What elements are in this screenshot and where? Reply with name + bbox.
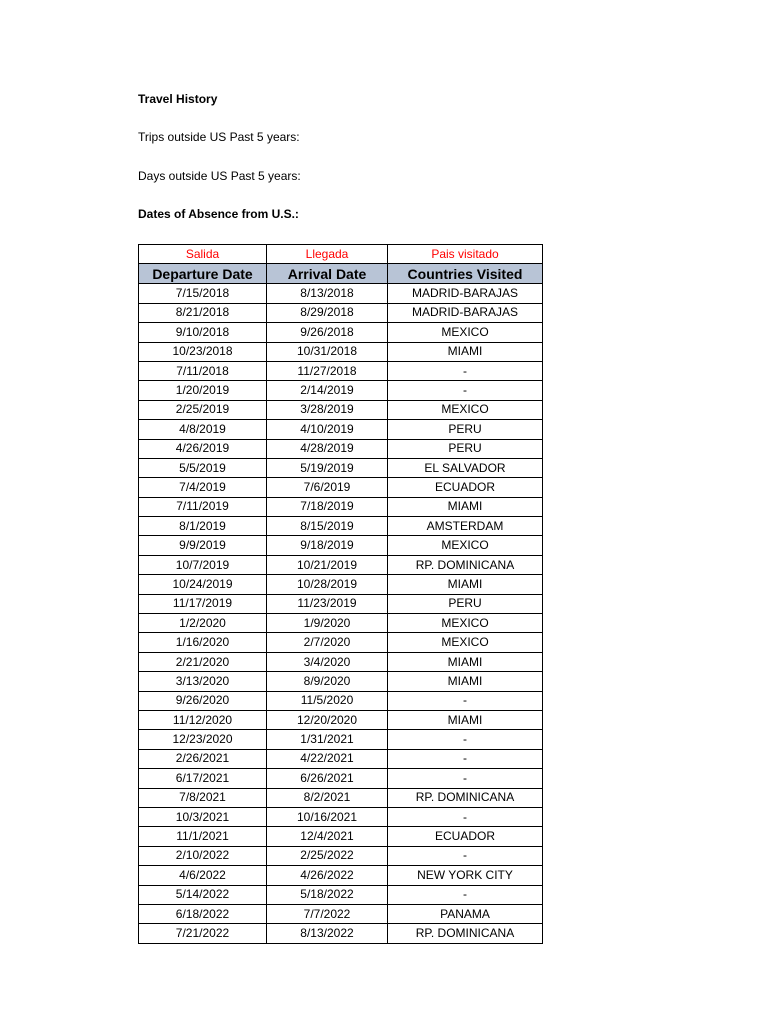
table-row [139,555,543,574]
arrival-date-cell: 8/2/2021 [267,788,388,807]
header-countries-visited: Countries Visited [388,264,543,284]
table-row [139,885,543,904]
country-cell: - [388,846,543,865]
country-cell: MADRID-BARAJAS [388,303,543,322]
table-row [139,575,543,594]
country-cell: MEXICO [388,323,543,342]
country-cell: EL SALVADOR [388,458,543,477]
dates-heading: Dates of Absence from U.S.: [138,207,299,221]
arrival-date-cell: 2/25/2022 [267,846,388,865]
country-cell: RP. DOMINICANA [388,788,543,807]
table-row [139,284,543,303]
arrival-date-cell: 5/19/2019 [267,458,388,477]
arrival-date-cell: 4/28/2019 [267,439,388,458]
arrival-date-cell: 8/9/2020 [267,672,388,691]
table-row [139,672,543,691]
departure-date-cell: 1/16/2020 [139,633,267,652]
arrival-date-cell: 5/18/2022 [267,885,388,904]
arrival-date-cell: 7/6/2019 [267,478,388,497]
table-row [139,652,543,671]
header-salida: Salida [139,245,267,264]
departure-date-cell: 6/18/2022 [139,904,267,923]
country-cell: - [388,769,543,788]
departure-date-cell: 9/9/2019 [139,536,267,555]
country-cell: PERU [388,439,543,458]
table-row [139,303,543,322]
table-row [139,458,543,477]
departure-date-cell: 5/5/2019 [139,458,267,477]
table-row [139,439,543,458]
country-cell: MIAMI [388,575,543,594]
country-cell: MEXICO [388,400,543,419]
country-cell: - [388,885,543,904]
days-label: Days outside US Past 5 years: [138,169,301,183]
country-cell: RP. DOMINICANA [388,555,543,574]
spanish-header-row [139,245,543,264]
arrival-date-cell: 3/28/2019 [267,400,388,419]
country-cell: MIAMI [388,672,543,691]
arrival-date-cell: 8/15/2019 [267,517,388,536]
arrival-date-cell: 11/27/2018 [267,361,388,380]
page-title: Travel History [138,92,218,106]
arrival-date-cell: 2/14/2019 [267,381,388,400]
country-cell: MADRID-BARAJAS [388,284,543,303]
country-cell: ECUADOR [388,478,543,497]
arrival-date-cell: 10/21/2019 [267,555,388,574]
table-row [139,866,543,885]
departure-date-cell: 7/21/2022 [139,924,267,943]
departure-date-cell: 9/26/2020 [139,691,267,710]
departure-date-cell: 10/3/2021 [139,807,267,826]
table-row [139,749,543,768]
departure-date-cell: 4/6/2022 [139,866,267,885]
arrival-date-cell: 8/29/2018 [267,303,388,322]
arrival-date-cell: 8/13/2022 [267,924,388,943]
table-row [139,594,543,613]
country-cell: - [388,381,543,400]
departure-date-cell: 1/20/2019 [139,381,267,400]
departure-date-cell: 7/4/2019 [139,478,267,497]
absence-table-body [139,284,543,943]
arrival-date-cell: 10/16/2021 [267,807,388,826]
table-row [139,769,543,788]
country-cell: PANAMA [388,904,543,923]
arrival-date-cell: 6/26/2021 [267,769,388,788]
country-cell: - [388,361,543,380]
table-row [139,614,543,633]
english-header-row [139,264,543,284]
arrival-date-cell: 12/20/2020 [267,710,388,729]
table-row [139,517,543,536]
country-cell: MIAMI [388,497,543,516]
absence-table [138,244,543,944]
departure-date-cell: 6/17/2021 [139,769,267,788]
country-cell: - [388,691,543,710]
arrival-date-cell: 11/5/2020 [267,691,388,710]
table-row [139,846,543,865]
table-row [139,827,543,846]
country-cell: AMSTERDAM [388,517,543,536]
header-departure-date: Departure Date [139,264,267,284]
country-cell: MIAMI [388,652,543,671]
country-cell: - [388,807,543,826]
departure-date-cell: 5/14/2022 [139,885,267,904]
country-cell: RP. DOMINICANA [388,924,543,943]
country-cell: - [388,749,543,768]
header-pais-visitado: Pais visitado [388,245,543,264]
arrival-date-cell: 11/23/2019 [267,594,388,613]
table-row [139,420,543,439]
table-row [139,691,543,710]
departure-date-cell: 8/1/2019 [139,517,267,536]
departure-date-cell: 11/1/2021 [139,827,267,846]
departure-date-cell: 2/25/2019 [139,400,267,419]
arrival-date-cell: 7/18/2019 [267,497,388,516]
departure-date-cell: 2/10/2022 [139,846,267,865]
departure-date-cell: 11/17/2019 [139,594,267,613]
departure-date-cell: 12/23/2020 [139,730,267,749]
country-cell: ECUADOR [388,827,543,846]
country-cell: MEXICO [388,614,543,633]
country-cell: MIAMI [388,710,543,729]
header-arrival-date: Arrival Date [267,264,388,284]
departure-date-cell: 1/2/2020 [139,614,267,633]
country-cell: MIAMI [388,342,543,361]
arrival-date-cell: 10/28/2019 [267,575,388,594]
table-row [139,730,543,749]
arrival-date-cell: 4/26/2022 [267,866,388,885]
table-row [139,807,543,826]
departure-date-cell: 7/8/2021 [139,788,267,807]
departure-date-cell: 9/10/2018 [139,323,267,342]
table-row [139,381,543,400]
arrival-date-cell: 1/31/2021 [267,730,388,749]
table-row [139,342,543,361]
table-row [139,710,543,729]
arrival-date-cell: 1/9/2020 [267,614,388,633]
arrival-date-cell: 4/22/2021 [267,749,388,768]
arrival-date-cell: 3/4/2020 [267,652,388,671]
table-row [139,633,543,652]
country-cell: - [388,730,543,749]
trips-label: Trips outside US Past 5 years: [138,130,300,144]
table-row [139,904,543,923]
departure-date-cell: 4/26/2019 [139,439,267,458]
header-llegada: Llegada [267,245,388,264]
table-row [139,924,543,943]
departure-date-cell: 4/8/2019 [139,420,267,439]
table-row [139,536,543,555]
arrival-date-cell: 9/26/2018 [267,323,388,342]
departure-date-cell: 2/26/2021 [139,749,267,768]
arrival-date-cell: 4/10/2019 [267,420,388,439]
departure-date-cell: 8/21/2018 [139,303,267,322]
country-cell: PERU [388,594,543,613]
departure-date-cell: 7/11/2018 [139,361,267,380]
table-row [139,478,543,497]
arrival-date-cell: 7/7/2022 [267,904,388,923]
departure-date-cell: 10/24/2019 [139,575,267,594]
table-row [139,323,543,342]
country-cell: NEW YORK CITY [388,866,543,885]
departure-date-cell: 10/23/2018 [139,342,267,361]
table-row [139,361,543,380]
country-cell: PERU [388,420,543,439]
departure-date-cell: 10/7/2019 [139,555,267,574]
departure-date-cell: 2/21/2020 [139,652,267,671]
table-row [139,400,543,419]
departure-date-cell: 7/11/2019 [139,497,267,516]
arrival-date-cell: 2/7/2020 [267,633,388,652]
arrival-date-cell: 9/18/2019 [267,536,388,555]
departure-date-cell: 7/15/2018 [139,284,267,303]
country-cell: MEXICO [388,536,543,555]
departure-date-cell: 3/13/2020 [139,672,267,691]
table-row [139,497,543,516]
arrival-date-cell: 10/31/2018 [267,342,388,361]
arrival-date-cell: 12/4/2021 [267,827,388,846]
arrival-date-cell: 8/13/2018 [267,284,388,303]
table-row [139,788,543,807]
departure-date-cell: 11/12/2020 [139,710,267,729]
country-cell: MEXICO [388,633,543,652]
